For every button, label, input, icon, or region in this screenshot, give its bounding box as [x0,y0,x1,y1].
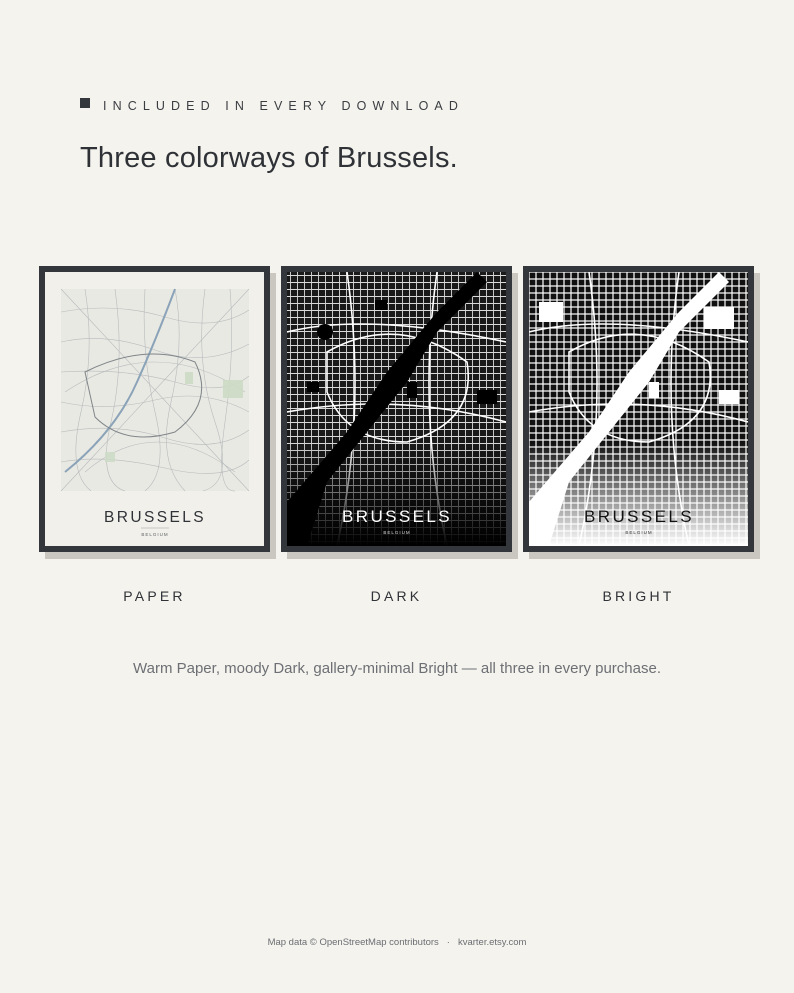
poster-dark-country: BELGIUM [383,530,411,535]
footer [0,937,794,948]
eyebrow-text: INCLUDED IN EVERY DOWNLOAD [103,99,464,113]
footer-attribution: Map data © OpenStreetMap contributors [267,937,439,948]
label-dark: DARK [370,588,423,604]
poster-dark [281,266,512,552]
label-paper: PAPER [123,588,186,604]
poster-bright-city: BRUSSELS [584,507,694,526]
poster-paper-city: BRUSSELS [104,509,206,526]
label-bright: BRIGHT [602,588,675,604]
eyebrow [80,99,464,113]
footer-shop-link[interactable]: kvarter.etsy.com [457,937,527,948]
poster-paper-country: BELGIUM [141,532,169,537]
poster-dark-art [287,272,506,546]
poster-bright-country: BELGIUM [625,530,653,535]
poster-paper [39,266,270,552]
footer-separator: · [446,937,450,948]
poster-bright [523,266,754,552]
eyebrow-square-icon [80,98,90,108]
page-title: Three colorways of Brussels. [80,142,458,174]
poster-paper-art [45,272,264,546]
poster-bright-art [529,272,748,546]
caption: Warm Paper, moody Dark, gallery-minimal Bright — all three in every purchase. [133,660,661,677]
poster-dark-city: BRUSSELS [342,507,452,526]
